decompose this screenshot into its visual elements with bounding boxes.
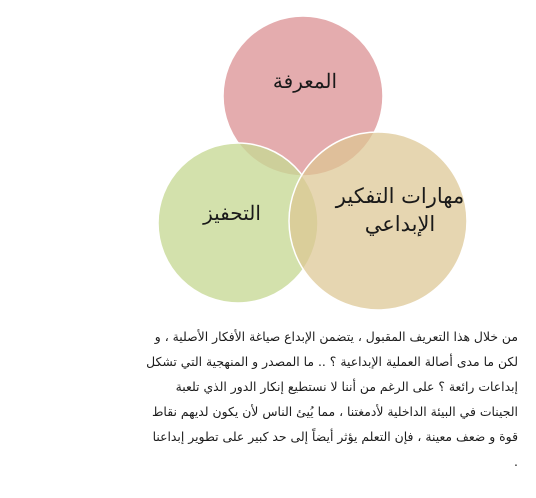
label-creative-thinking [335, 182, 465, 239]
paragraph-line: من خلال هذا التعريف المقبول ، يتضمن الإبداع صياغة الأفكار الأصلية ، و [154, 329, 518, 344]
body-paragraph [74, 324, 518, 474]
paragraph-line: لكن ما مدى أصالة العملية الإبداعية ؟ .. ما المصدر و المنهجية التي تشكل [146, 354, 518, 369]
label-creative-thinking-line-2: الإبداعي [364, 212, 436, 237]
paragraph-line: . [514, 454, 518, 469]
paragraph-line: الجينات في البيئة الداخلية لأدمغتنا ، مما يُيئ الناس لأن يكون لديهم نقاط [151, 404, 518, 419]
label-knowledge: المعرفة [272, 69, 338, 93]
label-creative-thinking-line-1: مهارات التفكير [335, 184, 465, 208]
paragraph-line: قوة و ضعف معينة ، فإن التعلم يؤثر أيضاً إلى حد كبير على تطوير إبداعنا [152, 429, 518, 444]
label-motivation: التحفيز [203, 201, 261, 225]
paragraph-line: إبداعات رائعة ؟ على الرغم من أننا لا نستطيع إنكار الدور الذي تلعبة [175, 379, 518, 394]
